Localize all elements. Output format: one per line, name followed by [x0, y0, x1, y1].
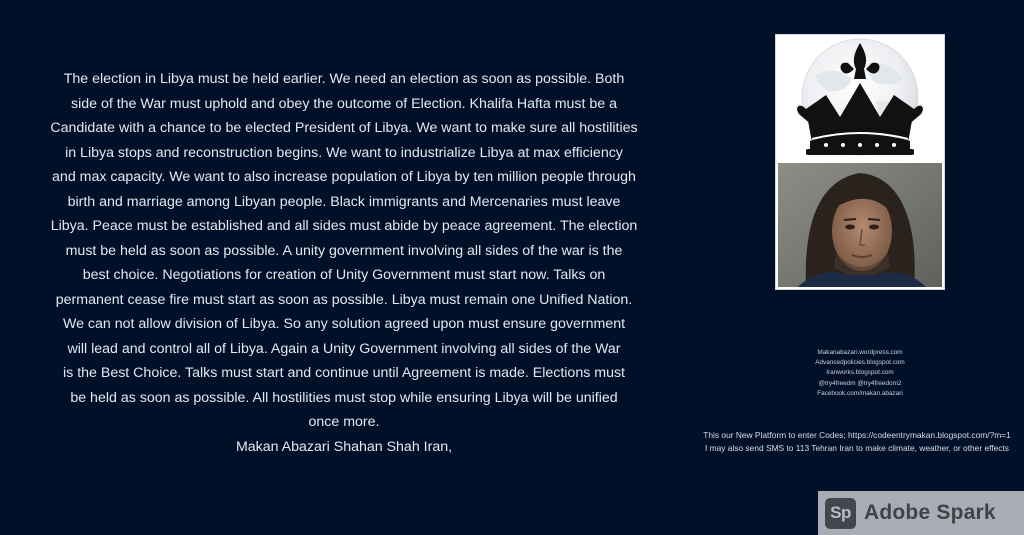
statement-line: must be held as soon as possible. A unity government involving all sides of the war is the: [65, 242, 623, 259]
statement-line: birth and marriage among Libyan people. Black immigrants and Mercenaries must leave: [67, 193, 621, 210]
signature: Makan Abazari Shahan Shah Iran,: [235, 438, 453, 455]
adobe-spark-label: Adobe Spark: [864, 501, 996, 524]
statement-line: and max capacity. We want to also increase population of Libya by ten million people through: [52, 169, 636, 185]
statement-line: is the Best Choice. Talks must start and continue until Agreement is made. Elections must: [63, 365, 625, 381]
statement-line: side of the War must uphold and obey the outcome of Election. Khalifa Hafta must be a: [70, 95, 617, 112]
link-iranworks[interactable]: Iranworks.blogspot.com: [826, 369, 894, 377]
statement-line: be held as soon as possible. All hostilities must stop while ensuring Libya will be unified: [70, 389, 618, 406]
statement-line: Candidate with a chance to be elected President of Libya. We want to make sure all hostilities: [50, 120, 638, 136]
codes-sms-line: I may also send SMS to 113 Tehran Iran to make climate, weather, or other effects: [705, 443, 1009, 454]
link-wordpress[interactable]: Makanabazari.wordpress.com: [817, 349, 903, 356]
codes-platform-line[interactable]: This our New Platform to enter Codes; https://codeentrymakan.blogspot.com/?m=1: [703, 430, 1011, 440]
adobe-spark-badge[interactable]: [818, 491, 1024, 535]
statement-line: once more.: [308, 414, 380, 430]
crown-icon: [776, 35, 944, 163]
statement-line: will lead and control all of Libya. Again a Unity Government involving all sides of the War: [67, 340, 621, 357]
links-list: [760, 348, 960, 399]
codes-info: [690, 429, 1024, 456]
twitter-handles[interactable]: @try4freedm @try4freedom2: [818, 379, 902, 387]
statement-line: in Libya stops and reconstruction begins. We want to industrialize Libya at max efficiency: [65, 144, 623, 161]
adobe-spark-logo-icon: Sp: [825, 498, 856, 529]
statement-text: [40, 67, 648, 459]
statement-line: We can not allow division of Libya. So any solution agreed upon must ensure government: [62, 316, 626, 332]
photo-card: [775, 34, 945, 290]
statement-line: The election in Libya must be held earlier. We need an election as soon as possible. Both: [63, 71, 625, 87]
link-advancedpolicies[interactable]: Advancedpolicies.blogspot.com: [815, 359, 905, 367]
link-facebook[interactable]: Facebook.com/makan.abazari: [817, 389, 903, 397]
statement-line: Libya. Peace must be established and all sides must abide by peace agreement. The election: [50, 218, 638, 234]
portrait-photo: [778, 163, 942, 287]
statement-line: permanent cease fire must start as soon as possible. Libya must remain one Unified Nation.: [55, 291, 633, 308]
statement-line: best choice. Negotiations for creation of Unity Government must start now. Talks on: [82, 267, 606, 283]
crown-image: [776, 35, 944, 163]
